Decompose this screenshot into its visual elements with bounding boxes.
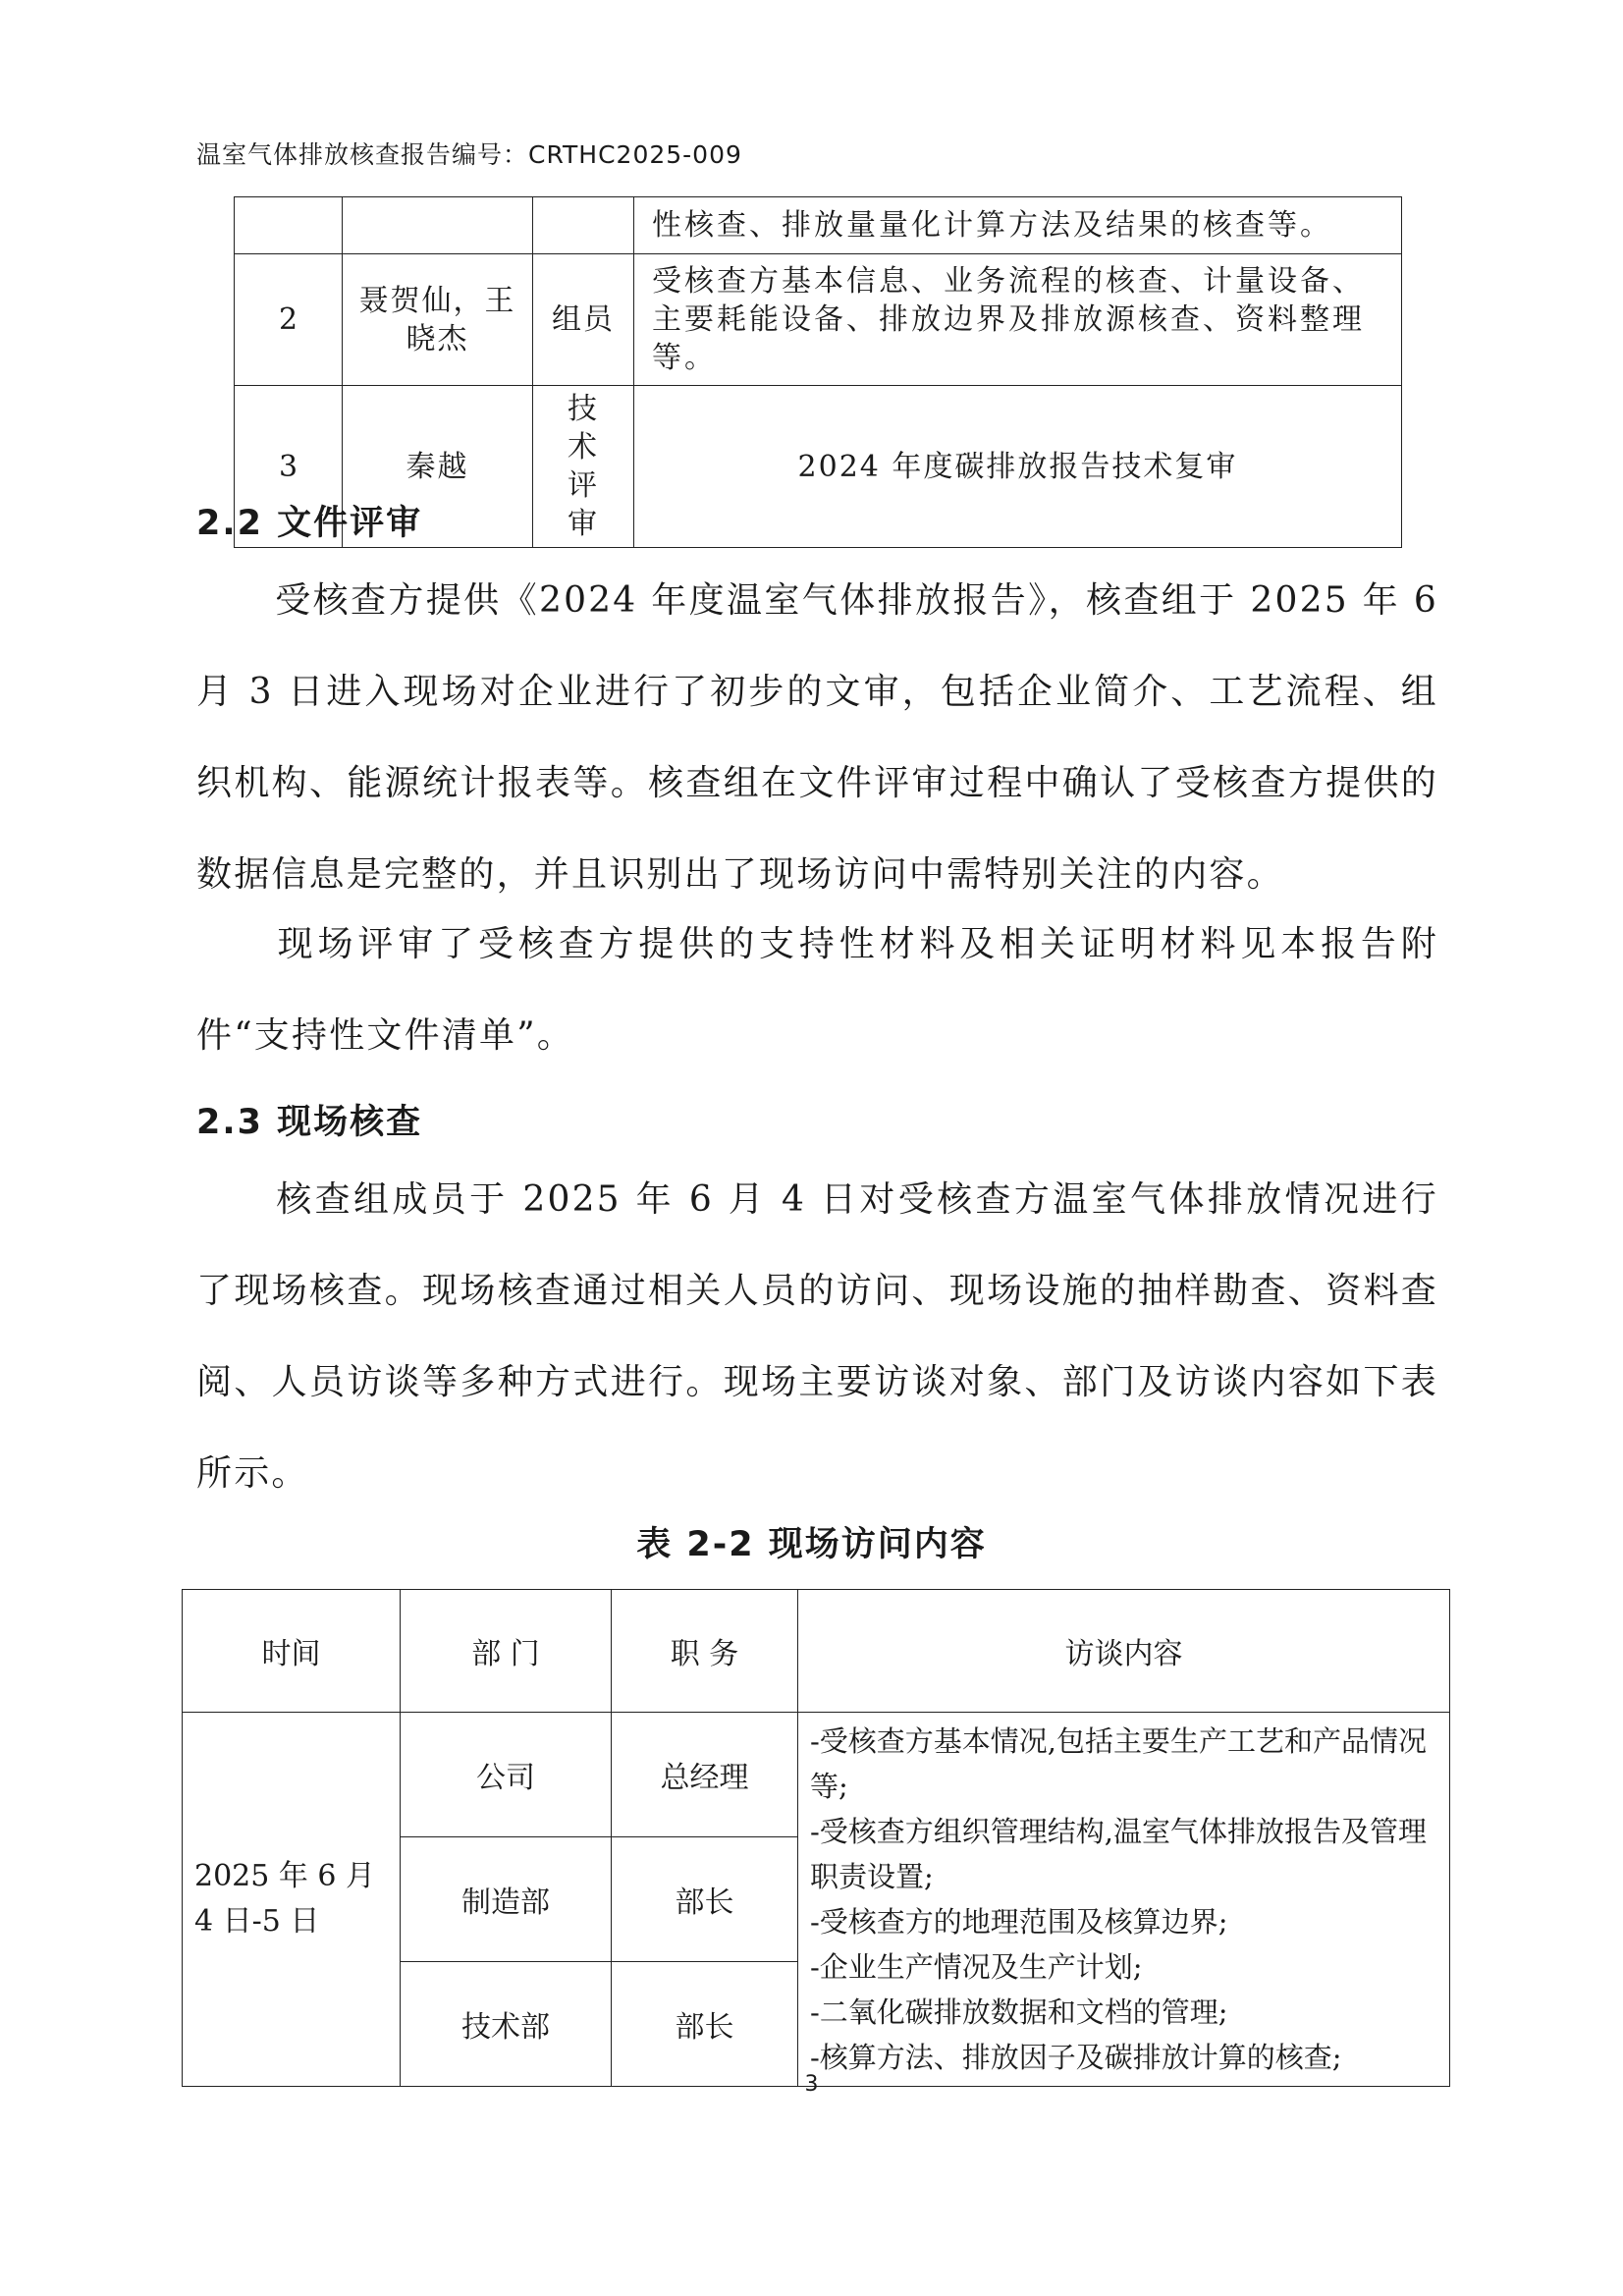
interview-table — [182, 1589, 1450, 2087]
table-row — [183, 1713, 1450, 1837]
header-dept: 部 门 — [401, 1590, 612, 1713]
interview-dept: 技术部 — [401, 1962, 612, 2087]
team-duty: 性核查、排放量量化计算方法及结果的核查等。 — [634, 197, 1402, 254]
list-item: -受核查方基本情况,包括主要生产工艺和产品情况等; — [810, 1724, 1428, 1803]
team-duty: 2024 年度碳排放报告技术复审 — [634, 386, 1402, 548]
header-position: 职 务 — [612, 1590, 798, 1713]
team-name: 聂贺仙，王晓杰 — [343, 254, 533, 386]
list-item: -受核查方组织管理结构,温室气体排放报告及管理职责设置; — [810, 1815, 1428, 1893]
team-name — [343, 197, 533, 254]
table-header-row — [183, 1590, 1450, 1713]
team-no: 3 — [235, 386, 343, 548]
interview-dept: 制造部 — [401, 1837, 612, 1962]
team-name: 秦越 — [343, 386, 533, 548]
team-role — [533, 197, 634, 254]
interview-position: 部长 — [612, 1962, 798, 2087]
list-item: -二氧化碳排放数据和文档的管理; — [810, 1995, 1228, 2029]
paragraph-text: 核查组成员于 2025 年 6 月 4 日对受核查方温室气体排放情况进行了现场核查。现场核查通过相关人员的访问、现场设施的抽样勘查、资料查阅、人员访谈等多种方式进行。现场主要访谈对象、部门及访谈内容如下表所示。 — [196, 1179, 1438, 1494]
paragraph-text: 现场评审了受核查方提供的支持性材料及相关证明材料见本报告附件“支持性文件清单”。 — [196, 924, 1438, 1056]
header-content: 访谈内容 — [798, 1590, 1450, 1713]
list-item: -核算方法、排放因子及碳排放计算的核查; — [810, 2041, 1342, 2074]
table-row — [235, 197, 1402, 254]
report-id-header: 温室气体排放核查报告编号：CRTHC2025-009 — [196, 140, 742, 169]
team-role: 技术评审 — [533, 386, 634, 548]
list-item: -企业生产情况及生产计划; — [810, 1950, 1143, 1984]
header-time: 时间 — [183, 1590, 401, 1713]
interview-position: 部长 — [612, 1837, 798, 1962]
team-duty: 受核查方基本信息、业务流程的核查、计量设备、主要耗能设备、排放边界及排放源核查、资料整理等。 — [634, 254, 1402, 386]
page-number: 3 — [804, 2072, 819, 2097]
paragraph — [196, 555, 1438, 920]
list-item: -受核查方的地理范围及核算边界; — [810, 1905, 1228, 1939]
paragraph — [196, 899, 1438, 1081]
table-row — [235, 254, 1402, 386]
section-heading-2-3: 2.3 现场核查 — [196, 1103, 423, 1142]
interview-dept: 公司 — [401, 1713, 612, 1837]
paragraph — [196, 1154, 1438, 1519]
table-caption: 表 2-2 现场访问内容 — [636, 1525, 987, 1564]
interview-content — [798, 1713, 1450, 2087]
paragraph-text: 受核查方提供《2024 年度温室气体排放报告》，核查组于 2025 年 6 月 3 日进入现场对企业进行了初步的文审，包括企业简介、工艺流程、组织机构、能源统计报表等。核查组在文件评审过程中确认了受核查方提供的数据信息是完整的，并且识别出了现场访问中需特别关注的内容。 — [196, 580, 1438, 895]
team-no — [235, 197, 343, 254]
interview-position: 总经理 — [612, 1713, 798, 1837]
interview-time: 2025 年 6 月 4 日-5 日 — [183, 1713, 401, 2087]
team-no: 2 — [235, 254, 343, 386]
section-heading-2-2: 2.2 文件评审 — [196, 504, 423, 543]
team-role: 组员 — [533, 254, 634, 386]
